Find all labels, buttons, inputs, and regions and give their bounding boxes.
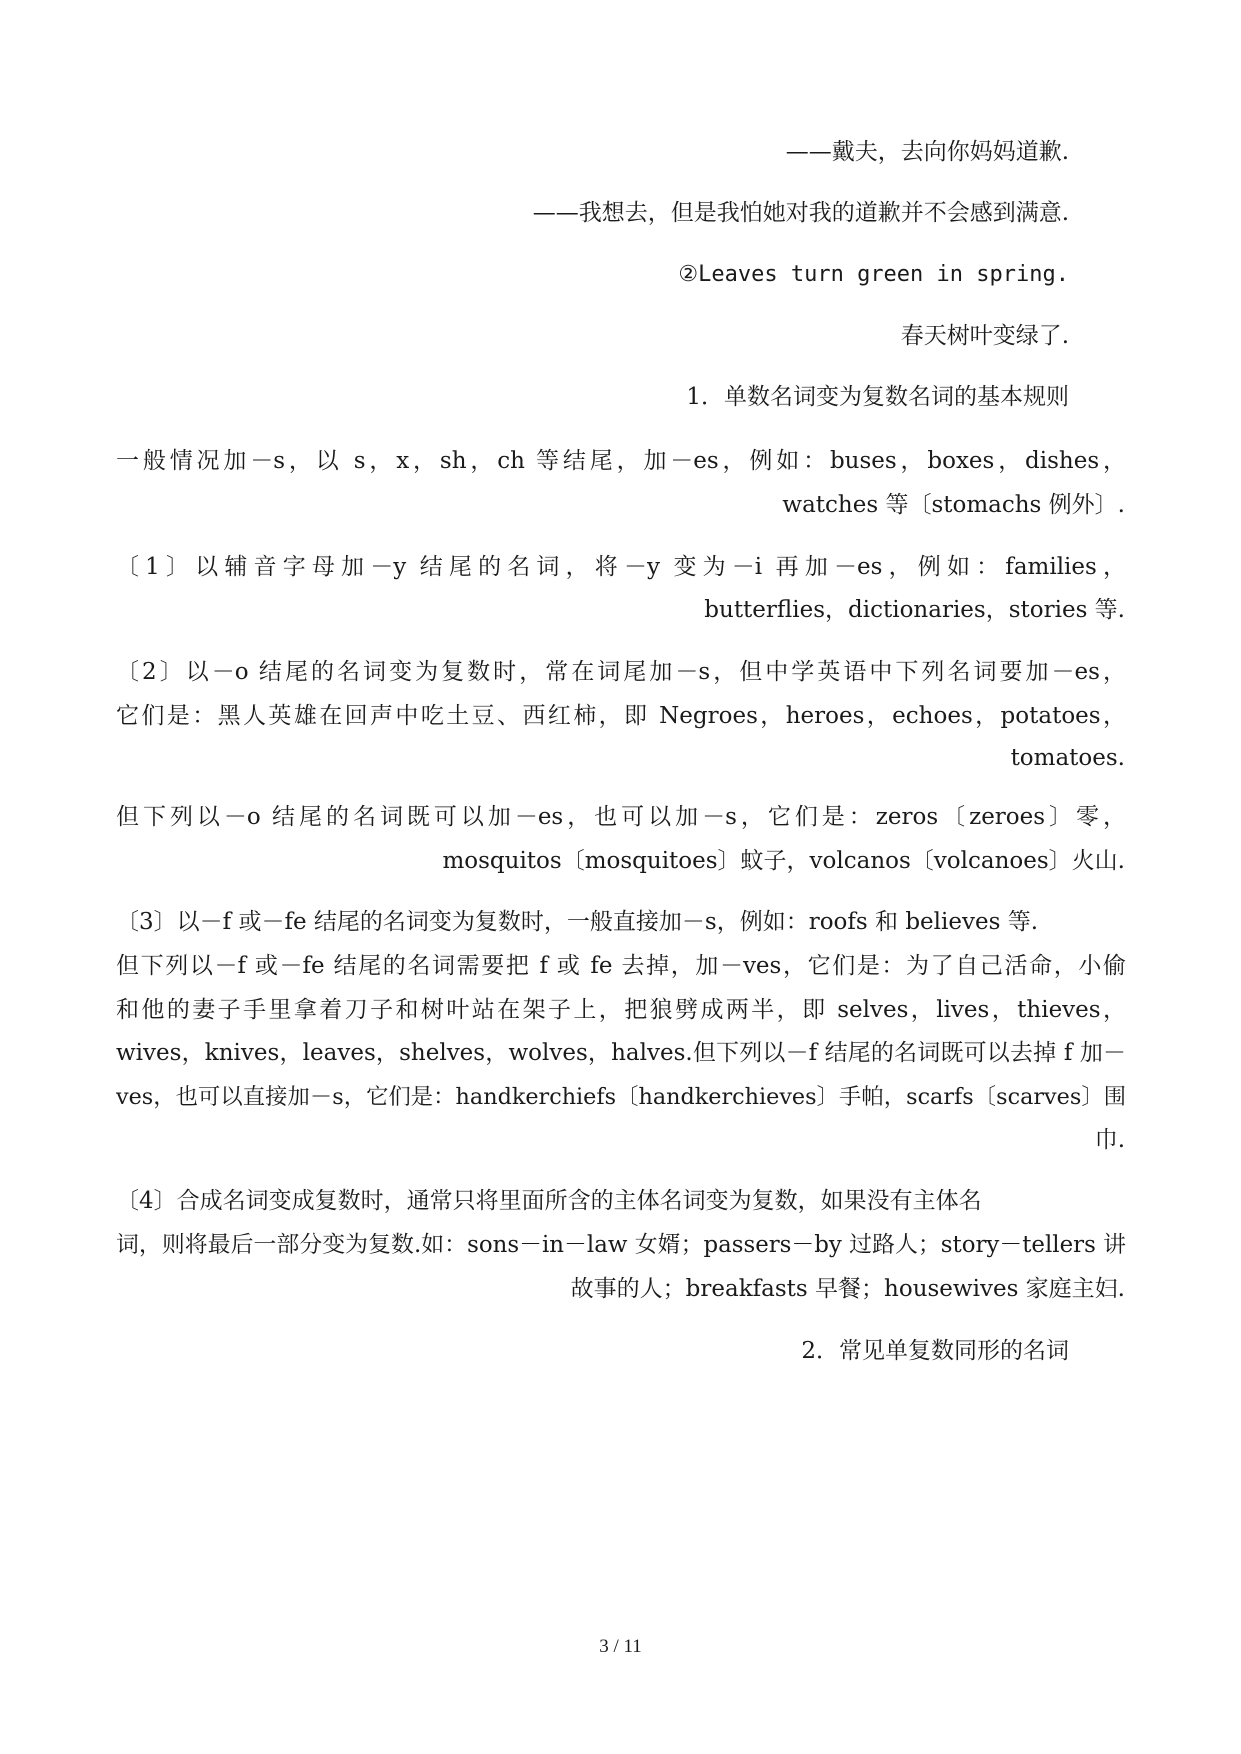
rule-3-line-1: 〔3〕以－f 或－fe 结尾的名词变为复数时，一般直接加－s，例如：roofs 和 believes 等. bbox=[116, 909, 1039, 935]
rule-2-line-2: 它们是：黑人英雄在回声中吃土豆、西红柿，即 Negroes，heroes，echoes，potatoes， bbox=[116, 703, 1126, 729]
paragraph-general-line-1: 一般情况加－s，以 s，x，sh，ch 等结尾，加－es，例如：buses，boxes，dishes， bbox=[116, 448, 1126, 474]
rule-4-line-3: 故事的人；breakfasts 早餐；housewives 家庭主妇. bbox=[570, 1276, 1125, 1302]
rule-3-line-5: ves，也可以直接加－s，它们是：handkerchiefs〔handkerchieves〕手帕，scarfs〔scarves〕围 bbox=[116, 1084, 1126, 1110]
example-sentence: ②Leaves turn green in spring. bbox=[678, 262, 1069, 287]
rule-4-line-2: 词，则将最后一部分变为复数.如：sons－in－law 女婿；passers－by 过路人；story－tellers 讲 bbox=[116, 1232, 1126, 1258]
rule-3-line-2: 但下列以－f 或－fe 结尾的名词需要把 f 或 fe 去掉，加－ves，它们是：为了自己活命，小偷 bbox=[116, 953, 1126, 979]
dialogue-line-2: ——我想去，但是我怕她对我的道歉并不会感到满意. bbox=[532, 200, 1069, 226]
rule-1-line-1: 〔1〕以辅音字母加－y 结尾的名词，将－y 变为－i 再加－es，例如：families， bbox=[116, 554, 1126, 580]
rule-2-extra-line-2: mosquitos〔mosquitoes〕蚊子，volcanos〔volcanoes〕火山. bbox=[442, 848, 1125, 874]
section-heading-1: 1．单数名词变为复数名词的基本规则 bbox=[686, 384, 1069, 410]
rule-3-line-6: 巾. bbox=[1094, 1127, 1125, 1153]
rule-2-extra-line-1: 但下列以－o 结尾的名词既可以加－es，也可以加－s，它们是：zeros〔zeroes〕零， bbox=[116, 804, 1126, 830]
paragraph-general-line-2: watches 等〔stomachs 例外〕. bbox=[782, 492, 1125, 518]
dialogue-line-1: ——戴夫，去向你妈妈道歉. bbox=[785, 139, 1069, 165]
rule-4-line-1: 〔4〕合成名词变成复数时，通常只将里面所含的主体名词变为复数，如果没有主体名 bbox=[116, 1188, 982, 1214]
rule-2-line-1: 〔2〕以－o 结尾的名词变为复数时，常在词尾加－s，但中学英语中下列名词要加－es， bbox=[116, 659, 1126, 685]
rule-3-line-3: 和他的妻子手里拿着刀子和树叶站在架子上，把狼劈成两半，即 selves，lives，thieves， bbox=[116, 997, 1126, 1023]
page-number: 3 / 11 bbox=[599, 1636, 642, 1657]
rule-2-line-3: tomatoes. bbox=[1010, 745, 1125, 771]
example-translation: 春天树叶变绿了. bbox=[900, 323, 1069, 349]
rule-3-line-4: wives，knives，leaves，shelves，wolves，halves.但下列以－f 结尾的名词既可以去掉 f 加－ bbox=[116, 1040, 1126, 1066]
section-heading-2: 2．常见单复数同形的名词 bbox=[801, 1338, 1069, 1364]
rule-1-line-2: butterflies，dictionaries，stories 等. bbox=[704, 597, 1125, 623]
